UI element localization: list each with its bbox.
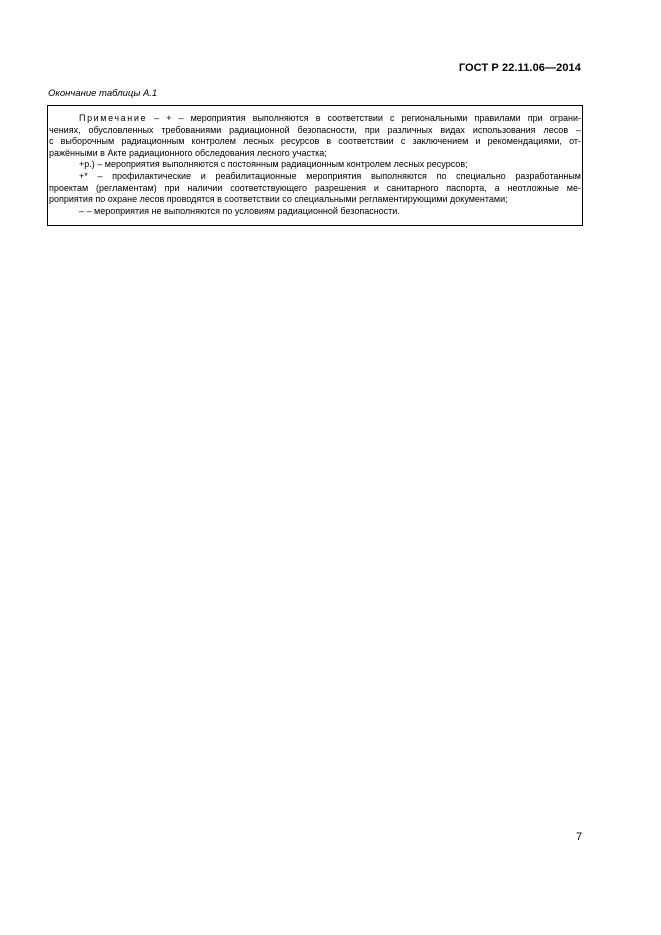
note-line-8: роприятия по охране лесов проводятся в соответствии со специальными регламентирующими документами;: [49, 194, 508, 205]
note-line-5: +р.) – мероприятия выполняются с постоянным радиационным контролем лесных ресурсов;: [79, 159, 468, 170]
page-number: 7: [576, 831, 583, 843]
note-label: Примечание: [79, 113, 148, 123]
document-code-header: ГОСТ Р 22.11.06—2014: [458, 62, 581, 74]
table-continuation-caption: Окончание таблицы А.1: [48, 88, 158, 99]
note-line-1: [48, 113, 582, 125]
note-line-7: проектам (регламентам) при наличии соответствующего разрешения и санитарного паспорта, а неотложные ме-: [49, 182, 581, 193]
note-line-2: чениях, обусловленных требованиями радиационной безопасности, при различных видах использования лесов –: [49, 124, 581, 135]
note-line-4: ражёнными в Акте радиационного обследования лесного участка;: [49, 147, 327, 158]
table-note-box: [47, 105, 583, 226]
note-line-1-text: – + – мероприятия выполняются в соответствии с региональными правилами при ограни-: [147, 113, 581, 123]
note-line-9: – – мероприятия не выполняются по условиям радиационной безопасности.: [79, 205, 400, 216]
note-line-3: с выборочным радиационным контролем лесных ресурсов в соответствии с заключением и рекомендациями, от-: [49, 136, 581, 147]
note-line-6: +* – профилактические и реабилитационные мероприятия выполняются по специально разработанным: [79, 170, 581, 181]
